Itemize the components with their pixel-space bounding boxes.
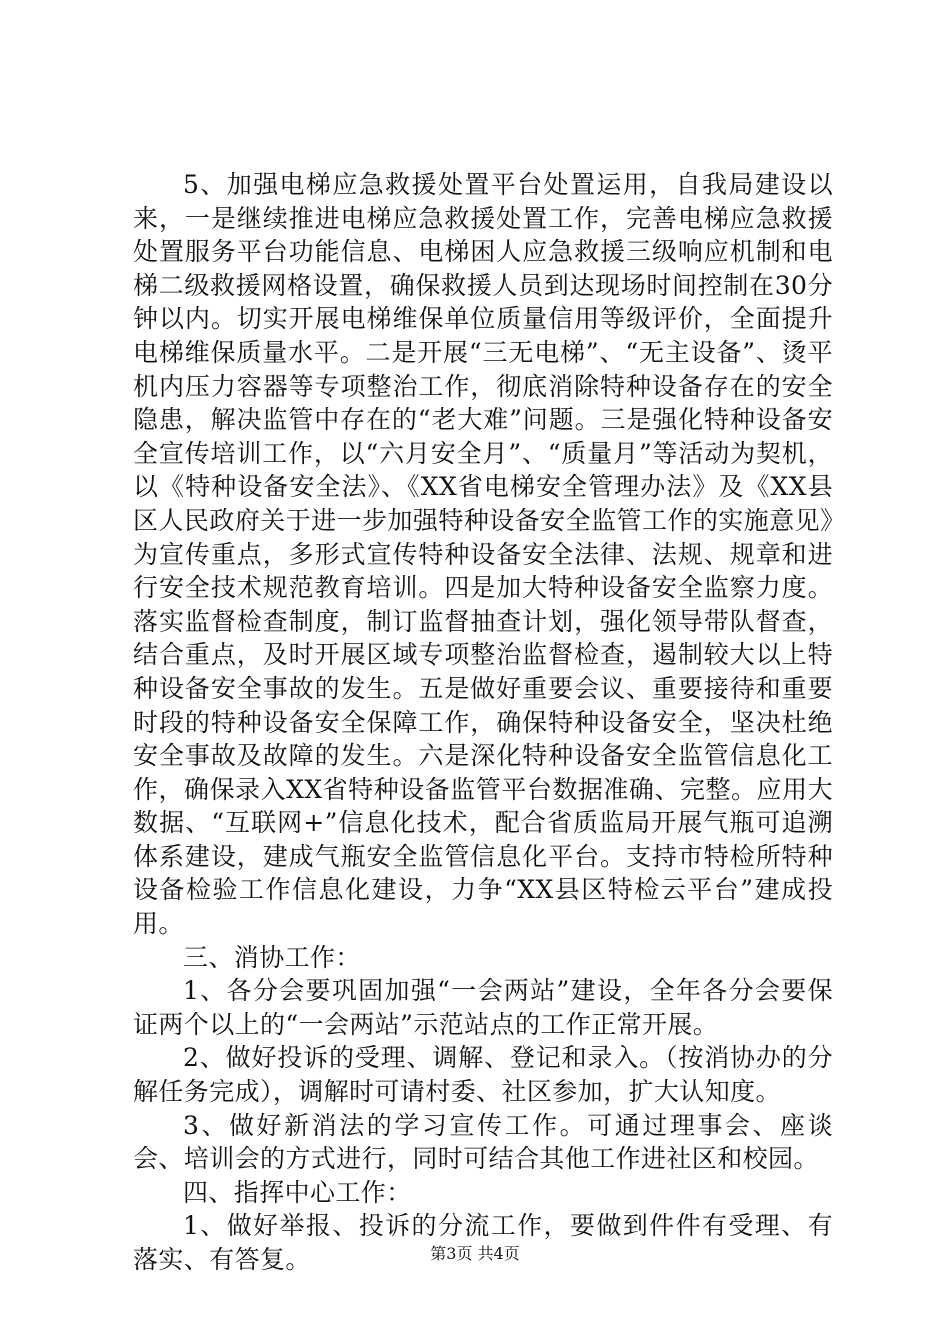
paragraph-branch-stations: 1、各分会要巩固加强“一会两站”建设，全年各分会要保证两个以上的“一会两站”示范站点的工作正常开展。: [133, 976, 833, 1039]
paragraph-elevator-emergency: 5、加强电梯应急救援处置平台处置运用，自我局建设以来，一是继续推进电梯应急救援处置工作，完善电梯应急救援处置服务平台功能信息、电梯困人应急救援三级响应机制和电梯二级救援网格设置，确保救援人员到达现场时间控制在30分钟以内。切实开展电梯维保单位质量信用等级评价，全面提升电梯维保质量水平。二是开展“三无电梯”、“无主设备”、烫平机内压力容器等专项整治工作，彻底消除特种设备存在的安全隐患，解决监管中存在的“老大难”问题。三是强化特种设备安全宣传培训工作，以“六月安全月”、“质量月”等活动为契机，以《特种设备安全法》、《XX省电梯安全管理办法》及《XX县区人民政府关于进一步加强特种设备安全监管工作的实施意见》为宣传重点，多形式宣传特种设备安全法律、法规、规章和进行安全技术规范教育培训。四是加大特种设备安全监察力度。落实监督检查制度，制订监督抽查计划，强化领导带队督查，结合重点，及时开展区域专项整治监督检查，遏制较大以上特种设备安全事故的发生。五是做好重要会议、重要接待和重要时段的特种设备安全保障工作，确保特种设备安全，坚决杜绝安全事故及故障的发生。六是深化特种设备安全监管信息化工作，确保录入XX省特种设备监管平台数据准确、完整。应用大数据、“互联网+”信息化技术，配合省质监局开展气瓶可追溯体系建设，建成气瓶安全监管信息化平台。支持市特检所特种设备检验工作信息化建设，力争“XX县区特检云平台”建成投用。: [133, 170, 833, 939]
document-body: [133, 168, 833, 1277]
heading-consumer-association: 三、消协工作：: [183, 942, 361, 972]
heading-command-center: 四、指挥中心工作：: [183, 1177, 412, 1207]
page-footer: 第3页 共4页: [430, 1244, 520, 1263]
paragraph-report-distribution: 1、做好举报、投诉的分流工作，要做到件件有受理、有落实、有答复。: [133, 1211, 833, 1274]
paragraph-law-promotion: 3、做好新消法的学习宣传工作。可通过理事会、座谈会、培训会的方式进行，同时可结合其他工作进社区和校园。: [133, 1110, 833, 1174]
paragraph-complaint-handling: 2、做好投诉的受理、调解、登记和录入。（按消协办的分解任务完成），调解时可请村委、社区参加，扩大认知度。: [133, 1043, 833, 1107]
